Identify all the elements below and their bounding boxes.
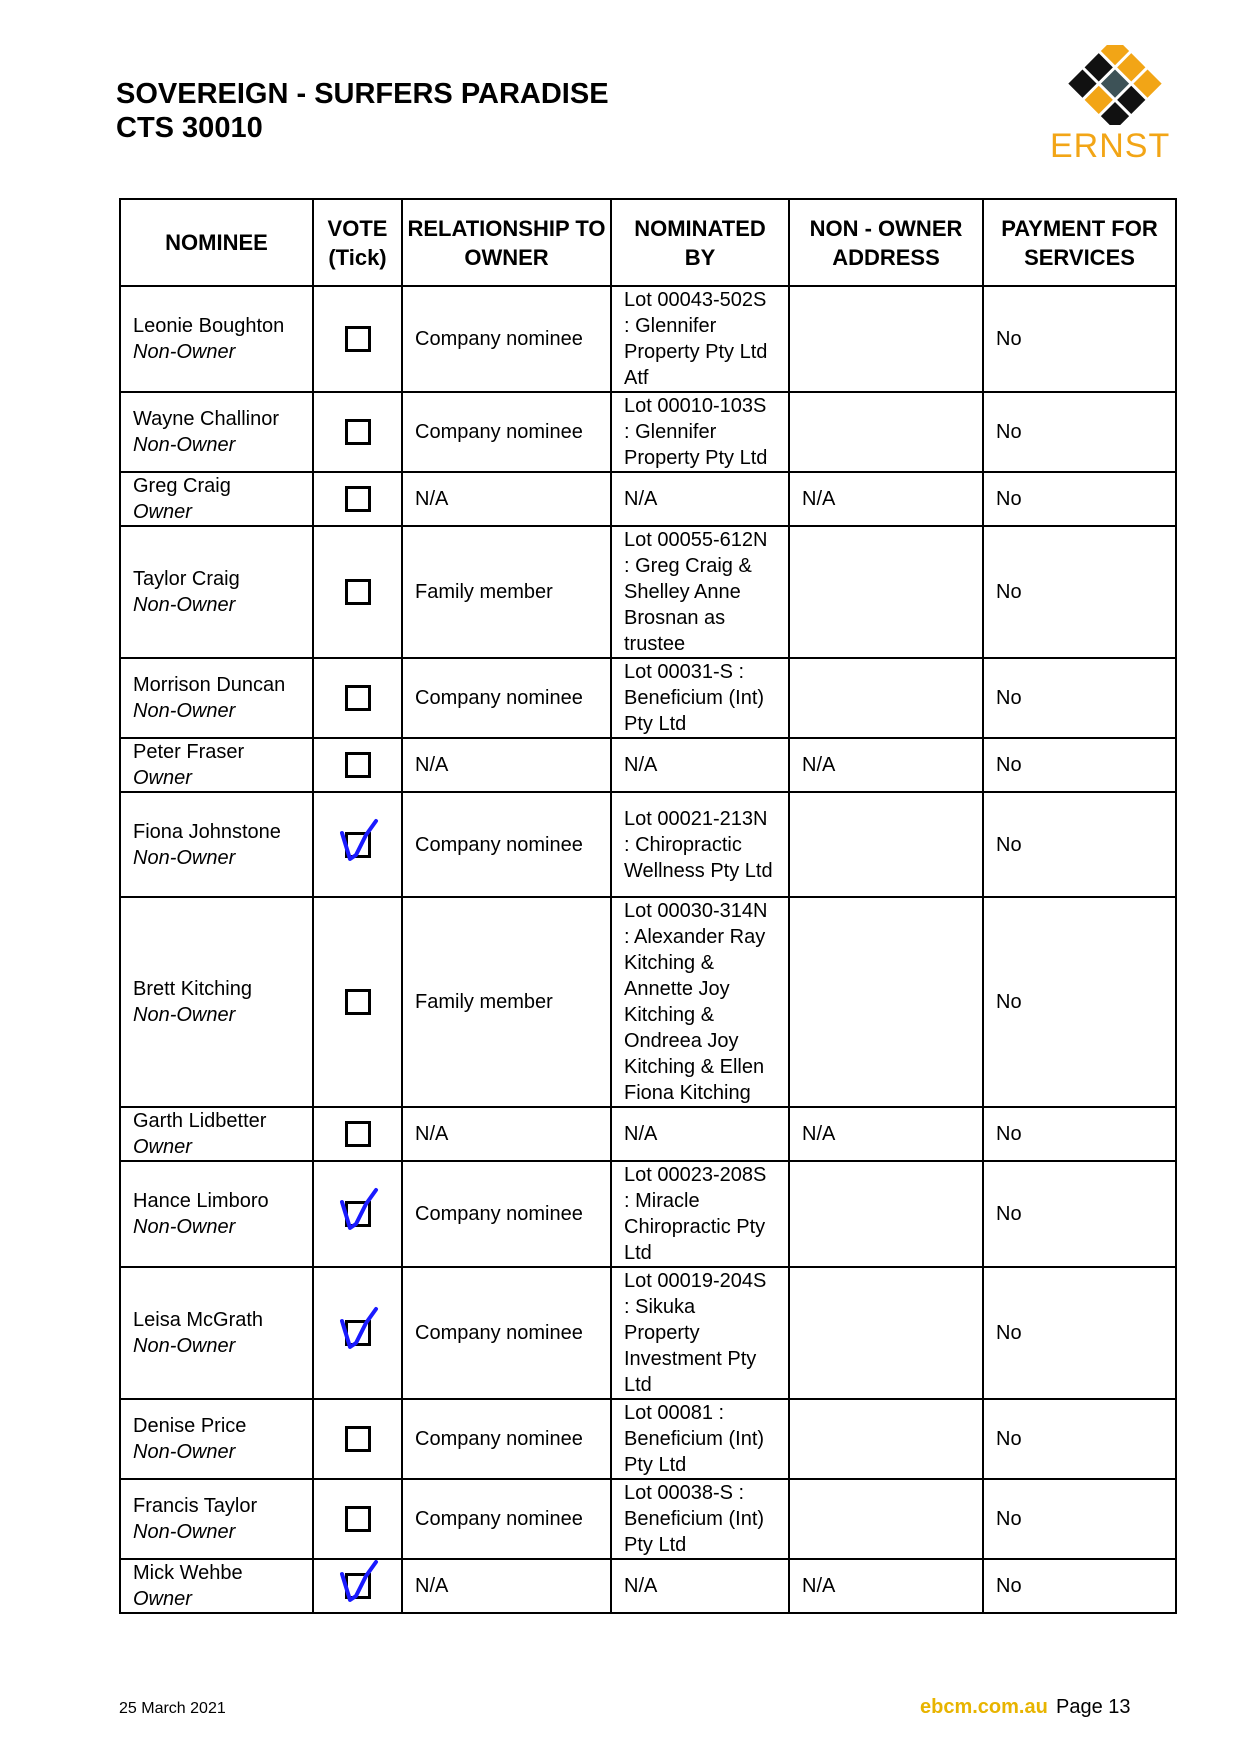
vote-checkbox[interactable] (345, 486, 371, 512)
nominee-name: Morrison Duncan (133, 674, 286, 696)
payment-cell: No (983, 1107, 1176, 1161)
nominee-table (119, 198, 1177, 1614)
payment-cell: No (983, 1399, 1176, 1479)
nominee-type: Non-Owner (133, 846, 236, 869)
nominee-name: Taylor Craig (133, 568, 240, 590)
nominee-cell (120, 1107, 313, 1161)
vote-cell (313, 1399, 402, 1479)
nominee-type: Non-Owner (133, 1216, 236, 1238)
table-row (120, 1479, 1176, 1559)
vote-cell (313, 738, 402, 792)
nominated-by-cell: N/A (611, 1559, 789, 1613)
nominated-by-cell: Lot 00030-314N : Alexander Ray Kitching & Annette Joy Kitching & Ondreea Joy Kitching & Ellen Fiona Kitching (611, 897, 789, 1107)
nominee-cell (120, 1479, 313, 1559)
nominee-type: Owner (133, 767, 192, 789)
nominated-by-cell: N/A (611, 738, 789, 792)
handwritten-tick-icon (336, 1303, 386, 1353)
address-cell (789, 897, 983, 1107)
payment-cell: No (983, 526, 1176, 658)
nominated-by-cell: Lot 00031-S : Beneficium (Int) Pty Ltd (611, 658, 789, 738)
vote-cell (313, 1559, 402, 1613)
document-title: SOVEREIGN - SURFERS PARADISE (116, 78, 609, 110)
address-cell (789, 1399, 983, 1479)
nominee-cell (120, 1399, 313, 1479)
payment-cell: No (983, 1161, 1176, 1267)
footer-page-number: Page 13 (1056, 1696, 1131, 1718)
nominee-cell (120, 472, 313, 526)
table-row (120, 472, 1176, 526)
address-cell (789, 392, 983, 472)
nominee-type: Non-Owner (133, 434, 236, 456)
header-row (120, 199, 1176, 286)
nominee-cell (120, 1267, 313, 1399)
nominated-by-cell: Lot 00021-213N : Chiropractic Wellness Pty Ltd (611, 792, 789, 897)
nominated-by-cell: Lot 00023-208S : Miracle Chiropractic Pty Ltd (611, 1161, 789, 1267)
relationship-cell: Company nominee (402, 1479, 611, 1559)
relationship-cell: Company nominee (402, 658, 611, 738)
header-relationship: RELATIONSHIP TO OWNER (402, 199, 611, 286)
vote-cell (313, 1479, 402, 1559)
nominee-name: Fiona Johnstone (133, 820, 281, 843)
table-row (120, 1399, 1176, 1479)
table-row (120, 1107, 1176, 1161)
vote-cell (313, 1107, 402, 1161)
table-row (120, 1161, 1176, 1267)
nominee-name: Francis Taylor (133, 1495, 258, 1517)
nominee-cell (120, 526, 313, 658)
table-row (120, 1559, 1176, 1613)
nominee-cell (120, 658, 313, 738)
vote-cell (313, 392, 402, 472)
nominee-cell (120, 792, 313, 897)
nominated-by-cell: N/A (611, 472, 789, 526)
relationship-cell: Company nominee (402, 1399, 611, 1479)
nominated-by-cell: Lot 00038-S : Beneficium (Int) Pty Ltd (611, 1479, 789, 1559)
payment-cell: No (983, 792, 1176, 897)
payment-cell: No (983, 897, 1176, 1107)
nominee-type: Non-Owner (133, 1004, 236, 1026)
address-cell: N/A (789, 738, 983, 792)
vote-cell (313, 792, 402, 897)
relationship-cell: Family member (402, 526, 611, 658)
nominee-name: Peter Fraser (133, 741, 245, 763)
nominee-name: Leisa McGrath (133, 1309, 264, 1331)
nominee-type: Non-Owner (133, 1335, 236, 1357)
vote-checkbox[interactable] (345, 579, 371, 605)
table-row (120, 738, 1176, 792)
nominee-name: Wayne Challinor (133, 408, 279, 430)
vote-cell (313, 286, 402, 392)
relationship-cell: N/A (402, 1559, 611, 1613)
nominee-type: Non-Owner (133, 700, 236, 722)
nominee-cell (120, 286, 313, 392)
payment-cell: No (983, 658, 1176, 738)
nominee-name: Denise Price (133, 1415, 247, 1437)
vote-checkbox[interactable] (345, 989, 371, 1015)
nominee-type: Non-Owner (133, 1521, 236, 1543)
vote-cell (313, 472, 402, 526)
nominee-type: Non-Owner (133, 594, 236, 616)
vote-checkbox[interactable] (345, 1426, 371, 1452)
nominated-by-cell: Lot 00055-612N : Greg Craig & Shelley Anne Brosnan as trustee (611, 526, 789, 658)
header-payment: PAYMENT FOR SERVICES (983, 199, 1176, 286)
address-cell (789, 286, 983, 392)
payment-cell: No (983, 392, 1176, 472)
header-address: NON - OWNER ADDRESS (789, 199, 983, 286)
relationship-cell: N/A (402, 738, 611, 792)
vote-checkbox[interactable] (345, 326, 371, 352)
table-row (120, 897, 1176, 1107)
nominated-by-cell: Lot 00043-502S : Glennifer Property Pty Ltd Atf (611, 286, 789, 392)
payment-cell: No (983, 1267, 1176, 1399)
handwritten-tick-icon (336, 1184, 386, 1234)
vote-checkbox[interactable] (345, 685, 371, 711)
nominee-type: Owner (133, 1136, 192, 1158)
vote-checkbox[interactable] (345, 419, 371, 445)
nominee-cell (120, 738, 313, 792)
nominee-type: Non-Owner (133, 1441, 236, 1463)
vote-cell (313, 897, 402, 1107)
relationship-cell: Company nominee (402, 792, 611, 897)
vote-cell (313, 526, 402, 658)
vote-checkbox[interactable] (345, 1506, 371, 1532)
ernst-logo (1050, 45, 1180, 170)
address-cell (789, 658, 983, 738)
payment-cell: No (983, 1479, 1176, 1559)
nominee-type: Non-Owner (133, 341, 236, 363)
nominated-by-cell: N/A (611, 1107, 789, 1161)
nominee-name: Garth Lidbetter (133, 1110, 267, 1132)
footer-date: 25 March 2021 (119, 1700, 226, 1717)
nominee-name: Brett Kitching (133, 978, 252, 1000)
nominated-by-cell: Lot 00081 : Beneficium (Int) Pty Ltd (611, 1399, 789, 1479)
vote-cell (313, 1161, 402, 1267)
nominated-by-cell: Lot 00010-103S : Glennifer Property Pty Ltd (611, 392, 789, 472)
address-cell: N/A (789, 472, 983, 526)
relationship-cell: Company nominee (402, 392, 611, 472)
nominee-type: Owner (133, 1588, 192, 1610)
footer-website[interactable]: ebcm.com.au (920, 1696, 1048, 1718)
nominee-name: Hance Limboro (133, 1190, 269, 1212)
relationship-cell: Company nominee (402, 1267, 611, 1399)
table-row (120, 658, 1176, 738)
nominee-type: Owner (133, 501, 192, 523)
handwritten-tick-icon (336, 815, 386, 865)
nominee-name: Greg Craig (133, 475, 231, 497)
logo-diamond-icon (1050, 45, 1180, 125)
nominee-name: Mick Wehbe (133, 1562, 243, 1584)
vote-checkbox[interactable] (345, 1121, 371, 1147)
address-cell (789, 1267, 983, 1399)
header-nominated-by: NOMINATED BY (611, 199, 789, 286)
relationship-cell: Company nominee (402, 286, 611, 392)
relationship-cell: Company nominee (402, 1161, 611, 1267)
address-cell (789, 526, 983, 658)
vote-checkbox[interactable] (345, 752, 371, 778)
payment-cell: No (983, 286, 1176, 392)
header-nominee: NOMINEE (120, 199, 313, 286)
vote-cell (313, 658, 402, 738)
nominee-name: Leonie Boughton (133, 315, 285, 337)
nominee-cell (120, 897, 313, 1107)
payment-cell: No (983, 472, 1176, 526)
nominee-cell (120, 392, 313, 472)
table-row (120, 1267, 1176, 1399)
document-subtitle: CTS 30010 (116, 112, 263, 144)
nominated-by-cell: Lot 00019-204S : Sikuka Property Investment Pty Ltd (611, 1267, 789, 1399)
address-cell: N/A (789, 1107, 983, 1161)
table-row (120, 392, 1176, 472)
table-row (120, 286, 1176, 392)
logo-text: ERNST (1050, 127, 1171, 165)
payment-cell: No (983, 738, 1176, 792)
address-cell: N/A (789, 1559, 983, 1613)
relationship-cell: N/A (402, 472, 611, 526)
header-vote: VOTE (Tick) (313, 199, 402, 286)
relationship-cell: N/A (402, 1107, 611, 1161)
address-cell (789, 1161, 983, 1267)
table-row (120, 526, 1176, 658)
nominee-cell (120, 1559, 313, 1613)
address-cell (789, 1479, 983, 1559)
table-row (120, 792, 1176, 897)
vote-cell (313, 1267, 402, 1399)
payment-cell: No (983, 1559, 1176, 1613)
handwritten-tick-icon (336, 1556, 386, 1606)
nominee-cell (120, 1161, 313, 1267)
relationship-cell: Family member (402, 897, 611, 1107)
address-cell (789, 792, 983, 897)
